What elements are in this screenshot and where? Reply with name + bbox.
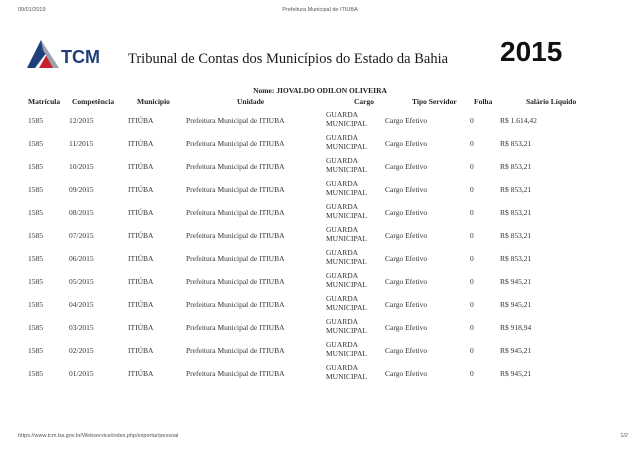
cell-competencia: 11/2015 xyxy=(69,139,94,148)
cell-municipio: ITIÚBA xyxy=(128,254,154,263)
cell-matricula: 1585 xyxy=(28,300,43,309)
cell-cargo: GUARDA MUNICIPAL xyxy=(326,294,367,312)
cell-unidade: Prefeitura Municipal de ITIUBA xyxy=(186,254,285,263)
cell-tipo-servidor: Cargo Efetivo xyxy=(385,116,428,125)
cell-salario: R$ 853,21 xyxy=(500,254,532,263)
cell-matricula: 1585 xyxy=(28,139,43,148)
cell-salario: R$ 945,21 xyxy=(500,300,532,309)
cell-municipio: ITIÚBA xyxy=(128,369,154,378)
cell-unidade: Prefeitura Municipal de ITIUBA xyxy=(186,369,285,378)
cell-municipio: ITIÚBA xyxy=(128,139,154,148)
cell-folha: 0 xyxy=(470,116,474,125)
cell-matricula: 1585 xyxy=(28,116,43,125)
col-header-folha: Folha xyxy=(474,97,493,106)
cell-salario: R$ 945,21 xyxy=(500,369,532,378)
cell-salario: R$ 853,21 xyxy=(500,162,532,171)
cell-salario: R$ 853,21 xyxy=(500,139,532,148)
cell-folha: 0 xyxy=(470,277,474,286)
col-header-matricula: Matrícula xyxy=(28,97,61,106)
cell-matricula: 1585 xyxy=(28,346,43,355)
cell-tipo-servidor: Cargo Efetivo xyxy=(385,277,428,286)
table-row xyxy=(0,271,640,293)
cell-unidade: Prefeitura Municipal de ITIUBA xyxy=(186,277,285,286)
cell-tipo-servidor: Cargo Efetivo xyxy=(385,162,428,171)
cell-folha: 0 xyxy=(470,369,474,378)
cell-municipio: ITIÚBA xyxy=(128,346,154,355)
cell-unidade: Prefeitura Municipal de ITIUBA xyxy=(186,162,285,171)
cell-salario: R$ 853,21 xyxy=(500,231,532,240)
col-header-municipio: Município xyxy=(137,97,170,106)
table-row xyxy=(0,317,640,339)
cell-unidade: Prefeitura Municipal de ITIUBA xyxy=(186,300,285,309)
cell-salario: R$ 945,21 xyxy=(500,346,532,355)
cell-matricula: 1585 xyxy=(28,369,43,378)
cell-competencia: 07/2015 xyxy=(69,231,94,240)
cell-cargo: GUARDA MUNICIPAL xyxy=(326,133,367,151)
cell-salario: R$ 853,21 xyxy=(500,208,532,217)
cell-municipio: ITIÚBA xyxy=(128,323,154,332)
cell-tipo-servidor: Cargo Efetivo xyxy=(385,300,428,309)
cell-tipo-servidor: Cargo Efetivo xyxy=(385,369,428,378)
table-row xyxy=(0,294,640,316)
cell-salario: R$ 945,21 xyxy=(500,277,532,286)
cell-folha: 0 xyxy=(470,231,474,240)
col-header-cargo: Cargo xyxy=(354,97,374,106)
cell-unidade: Prefeitura Municipal de ITIUBA xyxy=(186,185,285,194)
cell-competencia: 08/2015 xyxy=(69,208,94,217)
cell-folha: 0 xyxy=(470,162,474,171)
col-header-tipo-servidor: Tipo Servidor xyxy=(412,97,457,106)
cell-competencia: 02/2015 xyxy=(69,346,94,355)
cell-folha: 0 xyxy=(470,300,474,309)
cell-unidade: Prefeitura Municipal de ITIUBA xyxy=(186,116,285,125)
tcm-triangle-icon xyxy=(25,38,61,72)
cell-tipo-servidor: Cargo Efetivo xyxy=(385,323,428,332)
cell-tipo-servidor: Cargo Efetivo xyxy=(385,346,428,355)
cell-cargo: GUARDA MUNICIPAL xyxy=(326,179,367,197)
cell-cargo: GUARDA MUNICIPAL xyxy=(326,317,367,335)
cell-folha: 0 xyxy=(470,139,474,148)
org-title: Tribunal de Contas dos Municípios do Estado da Bahia xyxy=(128,51,449,67)
print-page-number: 1/2 xyxy=(620,433,628,439)
cell-cargo: GUARDA MUNICIPAL xyxy=(326,156,367,174)
cell-competencia: 09/2015 xyxy=(69,185,94,194)
cell-cargo: GUARDA MUNICIPAL xyxy=(326,202,367,220)
cell-competencia: 06/2015 xyxy=(69,254,94,263)
employee-name: Nome: JIOVALDO ODILON OLIVEIRA xyxy=(253,86,387,95)
cell-folha: 0 xyxy=(470,254,474,263)
cell-municipio: ITIÚBA xyxy=(128,277,154,286)
cell-municipio: ITIÚBA xyxy=(128,162,154,171)
cell-tipo-servidor: Cargo Efetivo xyxy=(385,185,428,194)
cell-municipio: ITIÚBA xyxy=(128,300,154,309)
cell-folha: 0 xyxy=(470,208,474,217)
table-row xyxy=(0,248,640,270)
cell-tipo-servidor: Cargo Efetivo xyxy=(385,231,428,240)
cell-unidade: Prefeitura Municipal de ITIUBA xyxy=(186,323,285,332)
cell-folha: 0 xyxy=(470,185,474,194)
table-row xyxy=(0,340,640,362)
cell-competencia: 05/2015 xyxy=(69,277,94,286)
table-row xyxy=(0,110,640,132)
table-row xyxy=(0,133,640,155)
cell-tipo-servidor: Cargo Efetivo xyxy=(385,208,428,217)
print-url[interactable]: https://www.tcm.ba.gov.br/Webservice/index.php/exportar/pessoal xyxy=(18,433,179,439)
cell-competencia: 01/2015 xyxy=(69,369,94,378)
cell-competencia: 10/2015 xyxy=(69,162,94,171)
cell-cargo: GUARDA MUNICIPAL xyxy=(326,110,367,128)
print-page-title: Prefeitura Municipal de ITIUBA xyxy=(282,7,358,13)
cell-unidade: Prefeitura Municipal de ITIUBA xyxy=(186,231,285,240)
cell-unidade: Prefeitura Municipal de ITIUBA xyxy=(186,346,285,355)
cell-matricula: 1585 xyxy=(28,254,43,263)
cell-folha: 0 xyxy=(470,323,474,332)
cell-competencia: 12/2015 xyxy=(69,116,94,125)
cell-municipio: ITIÚBA xyxy=(128,231,154,240)
cell-folha: 0 xyxy=(470,346,474,355)
cell-salario: R$ 918,94 xyxy=(500,323,532,332)
cell-municipio: ITIÚBA xyxy=(128,185,154,194)
cell-matricula: 1585 xyxy=(28,277,43,286)
report-year: 2015 xyxy=(500,36,563,67)
cell-cargo: GUARDA MUNICIPAL xyxy=(326,340,367,358)
table-row xyxy=(0,225,640,247)
table-row xyxy=(0,156,640,178)
cell-cargo: GUARDA MUNICIPAL xyxy=(326,248,367,266)
cell-competencia: 04/2015 xyxy=(69,300,94,309)
col-header-salario: Salário Líquido xyxy=(526,97,577,106)
cell-matricula: 1585 xyxy=(28,162,43,171)
table-row xyxy=(0,363,640,385)
logo-text: TCM xyxy=(61,47,100,67)
cell-matricula: 1585 xyxy=(28,185,43,194)
cell-matricula: 1585 xyxy=(28,231,43,240)
cell-cargo: GUARDA MUNICIPAL xyxy=(326,271,367,289)
cell-competencia: 03/2015 xyxy=(69,323,94,332)
cell-salario: R$ 1.614,42 xyxy=(500,116,537,125)
print-date: 09/01/2019 xyxy=(18,7,46,13)
col-header-competencia: Competência xyxy=(72,97,115,106)
col-header-unidade: Unidade xyxy=(237,97,265,106)
cell-salario: R$ 853,21 xyxy=(500,185,532,194)
cell-cargo: GUARDA MUNICIPAL xyxy=(326,363,367,381)
table-row xyxy=(0,179,640,201)
cell-municipio: ITIÚBA xyxy=(128,116,154,125)
cell-unidade: Prefeitura Municipal de ITIUBA xyxy=(186,208,285,217)
cell-tipo-servidor: Cargo Efetivo xyxy=(385,254,428,263)
cell-tipo-servidor: Cargo Efetivo xyxy=(385,139,428,148)
cell-matricula: 1585 xyxy=(28,208,43,217)
table-row xyxy=(0,202,640,224)
cell-cargo: GUARDA MUNICIPAL xyxy=(326,225,367,243)
cell-municipio: ITIÚBA xyxy=(128,208,154,217)
cell-unidade: Prefeitura Municipal de ITIUBA xyxy=(186,139,285,148)
cell-matricula: 1585 xyxy=(28,323,43,332)
